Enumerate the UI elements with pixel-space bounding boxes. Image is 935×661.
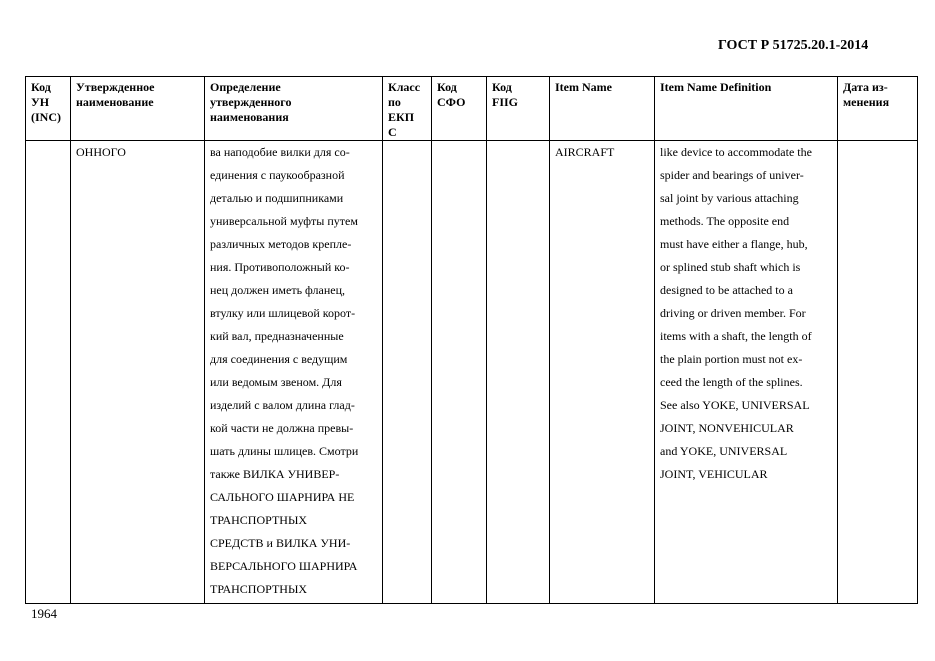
text-line: или ведомым звеном. Для — [210, 375, 342, 389]
cell-definition-ru — [205, 141, 383, 604]
text-line: Определение — [210, 80, 281, 94]
text-line: spider and bearings of univer- — [660, 168, 804, 182]
page-number: 1964 — [31, 606, 57, 621]
text-line: для соединения с ведущим — [210, 352, 348, 366]
text-line: FIIG — [492, 95, 519, 109]
cell-inc — [26, 141, 71, 604]
table-row — [26, 141, 918, 604]
cell-class — [383, 141, 432, 604]
text-line: (INC) — [31, 110, 61, 124]
text-line: С — [388, 125, 397, 139]
table-header-row — [26, 77, 918, 141]
cell-change-date — [838, 141, 918, 604]
header-definition — [205, 77, 383, 141]
text-line: ТРАНСПОРТНЫХ — [210, 513, 308, 527]
text-line: универсальной муфты путем — [210, 214, 358, 228]
cell-sfo — [432, 141, 487, 604]
header-fiig — [487, 77, 550, 141]
text-line: ния. Противоположный ко- — [210, 260, 350, 274]
text-line: must have either a flange, hub, — [660, 237, 808, 251]
text-line: Item Name Definition — [660, 80, 772, 94]
header-item-name — [550, 77, 655, 141]
text-line: кий вал, предназначенные — [210, 329, 344, 343]
header-approved-name — [71, 77, 205, 141]
text-line: наименование — [76, 95, 154, 109]
text-line: Дата из- — [843, 80, 888, 94]
cell-approved-name: ОННОГО — [71, 141, 205, 604]
text-line: JOINT, VEHICULAR — [660, 467, 768, 481]
text-line: or splined stub shaft which is — [660, 260, 801, 274]
text-line: шать длины шлицев. Смотри — [210, 444, 359, 458]
text-line: втулку или шлицевой корот- — [210, 306, 356, 320]
text-line: деталью и подшипниками — [210, 191, 344, 205]
text-line: JOINT, NONVEHICULAR — [660, 421, 794, 435]
cell-fiig — [487, 141, 550, 604]
text-line: утвержденного — [210, 95, 292, 109]
header-inc — [26, 77, 71, 141]
text-line: наименования — [210, 110, 289, 124]
text-line: СФО — [437, 95, 466, 109]
registry-table — [25, 76, 918, 604]
text-line: Класс — [388, 80, 421, 94]
text-line: Код — [492, 80, 512, 94]
text-line: Утвержденное — [76, 80, 155, 94]
cell-item-name: AIRCRAFT — [550, 141, 655, 604]
text-line: designed to be attached to a — [660, 283, 793, 297]
text-line: and YOKE, UNIVERSAL — [660, 444, 788, 458]
text-line: изделий с валом длина глад- — [210, 398, 355, 412]
text-line: УН — [31, 95, 50, 109]
text-line: like device to accommodate the — [660, 145, 812, 159]
text-line: items with a shaft, the length of — [660, 329, 812, 343]
text-line: Код — [31, 80, 51, 94]
text-line: ва наподобие вилки для со- — [210, 145, 350, 159]
text-line: единения с паукообразной — [210, 168, 345, 182]
cell-item-name-definition — [655, 141, 838, 604]
text-line: кой части не должна превы- — [210, 421, 354, 435]
header-item-name-definition — [655, 77, 838, 141]
text-line: САЛЬНОГО ШАРНИРА НЕ — [210, 490, 355, 504]
text-line: различных методов крепле- — [210, 237, 352, 251]
text-line: ТРАНСПОРТНЫХ — [210, 582, 308, 596]
text-line: Код — [437, 80, 457, 94]
text-line: ЕКП — [388, 110, 415, 124]
text-line: driving or driven member. For — [660, 306, 806, 320]
text-line: sal joint by various attaching — [660, 191, 799, 205]
text-line: methods. The opposite end — [660, 214, 790, 228]
header-change-date — [838, 77, 918, 141]
document-code: ГОСТ Р 51725.20.1-2014 — [718, 38, 869, 53]
header-class — [383, 77, 432, 141]
text-line: СРЕДСТВ и ВИЛКА УНИ- — [210, 536, 351, 550]
text-line: менения — [843, 95, 890, 109]
text-line: See also YOKE, UNIVERSAL — [660, 398, 810, 412]
text-line: по — [388, 95, 401, 109]
text-line: ВЕРСАЛЬНОГО ШАРНИРА — [210, 559, 358, 573]
text-line: нец должен иметь фланец, — [210, 283, 346, 297]
text-line: ceed the length of the splines. — [660, 375, 803, 389]
text-line: также ВИЛКА УНИВЕР- — [210, 467, 340, 481]
text-line: the plain portion must not ex- — [660, 352, 803, 366]
text-line: Item Name — [555, 80, 612, 94]
header-sfo — [432, 77, 487, 141]
